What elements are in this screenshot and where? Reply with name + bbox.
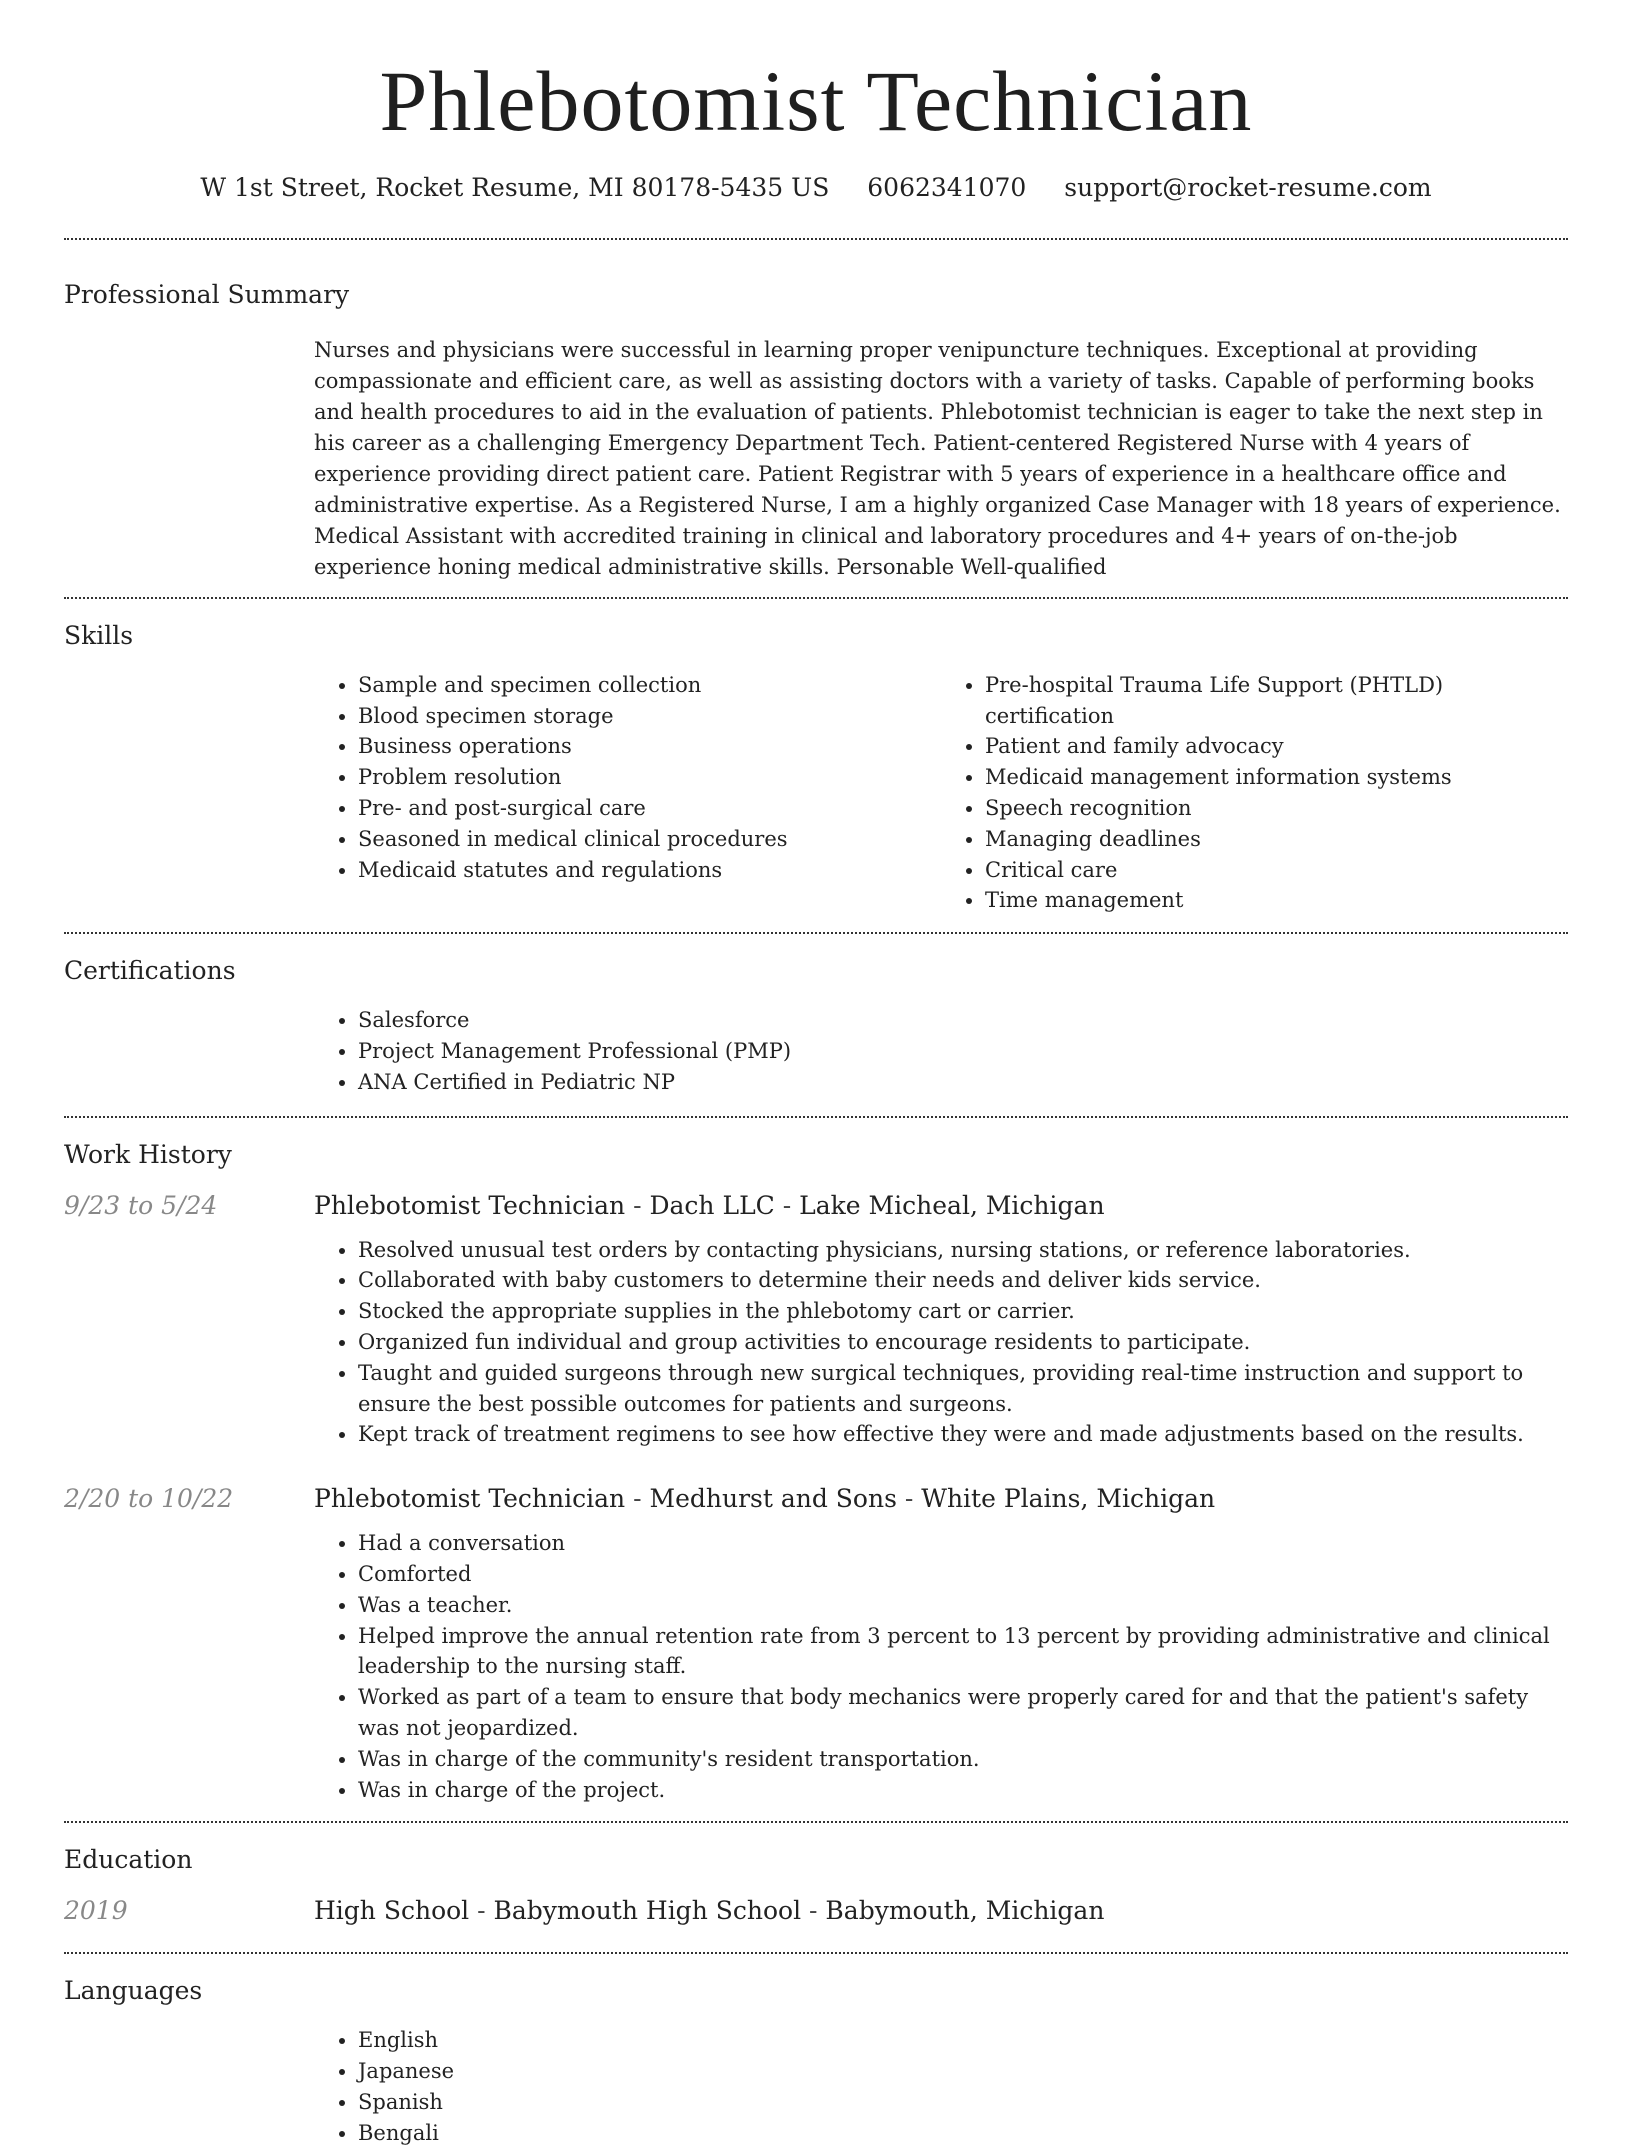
- list-item: • Worked as part of a team to ensure that body mechanics were properly cared for and that the patient's safety was not jeopardized.: [358, 1682, 1568, 1744]
- list-item: • Blood specimen storage: [358, 701, 941, 732]
- languages-list-wrap: [314, 2025, 1568, 2148]
- job-bullets-wrap: [314, 1528, 1568, 1805]
- list-item: • Medicaid statutes and regulations: [358, 855, 941, 886]
- languages-list: [314, 2025, 1568, 2148]
- list-item: • Comforted: [358, 1559, 1568, 1590]
- section-title-summary: Professional Summary: [64, 279, 350, 309]
- contact-line: [64, 173, 1568, 202]
- list-item: • Managing deadlines: [985, 824, 1568, 855]
- list-item: • Japanese: [358, 2056, 1568, 2087]
- education-section: [64, 1823, 1568, 1952]
- summary-section: [64, 240, 1568, 597]
- job-heading: Phlebotomist Technician - Medhurst and Sons - White Plains, Michigan: [314, 1484, 1216, 1514]
- list-item: • Taught and guided surgeons through new surgical techniques, providing real-time instruction and support to ensure the best possible outcomes for patients and surgeons.: [358, 1358, 1568, 1420]
- list-item: • Critical care: [985, 855, 1568, 886]
- work-section: [64, 1118, 1568, 1806]
- job-bullets-wrap: [314, 1235, 1568, 1451]
- job-title: Phlebotomist Technician: [314, 1190, 626, 1220]
- list-item: • Business operations: [358, 731, 941, 762]
- candidate-name: Phlebotomist Technician: [379, 53, 1253, 149]
- list-item: • Medicaid management information systems: [985, 762, 1568, 793]
- section-title-education: Education: [64, 1845, 193, 1875]
- education-degree: High School: [314, 1896, 470, 1926]
- education-heading: High School - Babymouth High School - Babymouth, Michigan: [314, 1896, 1105, 1926]
- skills-section: [64, 599, 1568, 932]
- list-item: • Stocked the appropriate supplies in the phlebotomy cart or carrier.: [358, 1296, 1568, 1327]
- list-item: • Patient and family advocacy: [985, 731, 1568, 762]
- job-heading: Phlebotomist Technician - Dach LLC - Lake Micheal, Michigan: [314, 1190, 1105, 1220]
- list-item: • ANA Certified in Pediatric NP: [358, 1067, 1568, 1098]
- list-item: • Was in charge of the community's resident transportation.: [358, 1744, 1568, 1775]
- skills-list-right: [941, 670, 1568, 916]
- job-company: Dach LLC: [649, 1190, 775, 1220]
- job-company: Medhurst and Sons: [649, 1484, 897, 1514]
- list-item: • Salesforce: [358, 1005, 1568, 1036]
- job-date: 9/23 to 5/24: [64, 1190, 218, 1220]
- list-item: • Pre-hospital Trauma Life Support (PHTLD) certification: [985, 670, 1568, 732]
- skills-list-left: [314, 670, 941, 916]
- list-item: • Bengali: [358, 2118, 1568, 2149]
- section-title-certifications: Certifications: [64, 956, 236, 986]
- section-title-skills: Skills: [64, 620, 134, 650]
- list-item: • Problem resolution: [358, 762, 941, 793]
- section-title-languages: Languages: [64, 1976, 203, 2006]
- languages-section: [64, 1954, 1568, 2148]
- education-location: Babymouth, Michigan: [825, 1896, 1105, 1926]
- certifications-section: [64, 934, 1568, 1115]
- skills-columns: [314, 670, 1568, 932]
- job-entry: [64, 1482, 1568, 1805]
- email[interactable]: support@rocket-resume.com: [1064, 172, 1432, 202]
- list-item: • Kept track of treatment regimens to see how effective they were and made adjustments based on the results.: [358, 1419, 1568, 1450]
- list-item: • Collaborated with baby customers to determine their needs and deliver kids service.: [358, 1265, 1568, 1296]
- list-item: • English: [358, 2025, 1568, 2056]
- list-item: • Organized fun individual and group activities to encourage residents to participate.: [358, 1327, 1568, 1358]
- job-location: Lake Micheal, Michigan: [799, 1190, 1105, 1220]
- section-title-work: Work History: [64, 1139, 232, 1169]
- resume-header: [64, 0, 1568, 202]
- certifications-list-wrap: [314, 1005, 1568, 1115]
- list-item: • Speech recognition: [985, 793, 1568, 824]
- list-item: • Seasoned in medical clinical procedures: [358, 824, 941, 855]
- list-item: • Helped improve the annual retention rate from 3 percent to 13 percent by providing administrative and clinical leadership to the nursing staff.: [358, 1621, 1568, 1683]
- list-item: • Spanish: [358, 2087, 1568, 2118]
- job-bullets: [314, 1235, 1568, 1451]
- list-item: • Was in charge of the project.: [358, 1775, 1568, 1806]
- list-item: • Had a conversation: [358, 1528, 1568, 1559]
- job-entry: [64, 1189, 1568, 1451]
- list-item: • Time management: [985, 885, 1568, 916]
- job-bullets: [314, 1528, 1568, 1805]
- certifications-list: [314, 1005, 1568, 1097]
- list-item: • Was a teacher.: [358, 1590, 1568, 1621]
- summary-text: Nurses and physicians were successful in learning proper venipuncture techniques. Exceptional at providing compassionate and efficient care, as well as assisting doctors with a variety of tasks. Capable of performing books and health procedures to aid in the evaluation of patients. Phlebotomist technician is eager to take the next step in his career as a challenging Emergency Department Tech. Patient-centered Registered Nurse with 4 years of experience providing direct patient care. Patient Registrar with 5 years of experience in a healthcare office and administrative expertise. As a Registered Nurse, I am a highly organized Case Manager with 18 years of experience. Medical Assistant with accredited training in clinical and laboratory procedures and 4+ years of on-the-job experience honing medical administrative skills. Personable Well-qualified: [314, 337, 1561, 579]
- job-title: Phlebotomist Technician: [314, 1484, 626, 1514]
- list-item: • Resolved unusual test orders by contacting physicians, nursing stations, or reference laboratories.: [358, 1235, 1568, 1266]
- list-item: • Project Management Professional (PMP): [358, 1036, 1568, 1067]
- list-item: • Pre- and post-surgical care: [358, 793, 941, 824]
- address: W 1st Street, Rocket Resume, MI 80178-5435 US: [200, 172, 830, 202]
- education-school: Babymouth High School: [493, 1896, 802, 1926]
- job-location: White Plains, Michigan: [921, 1484, 1216, 1514]
- phone[interactable]: 6062341070: [867, 172, 1027, 202]
- job-date: 2/20 to 10/22: [64, 1484, 234, 1514]
- education-date: 2019: [64, 1896, 128, 1926]
- education-entry: [64, 1894, 1568, 1952]
- list-item: • Sample and specimen collection: [358, 670, 941, 701]
